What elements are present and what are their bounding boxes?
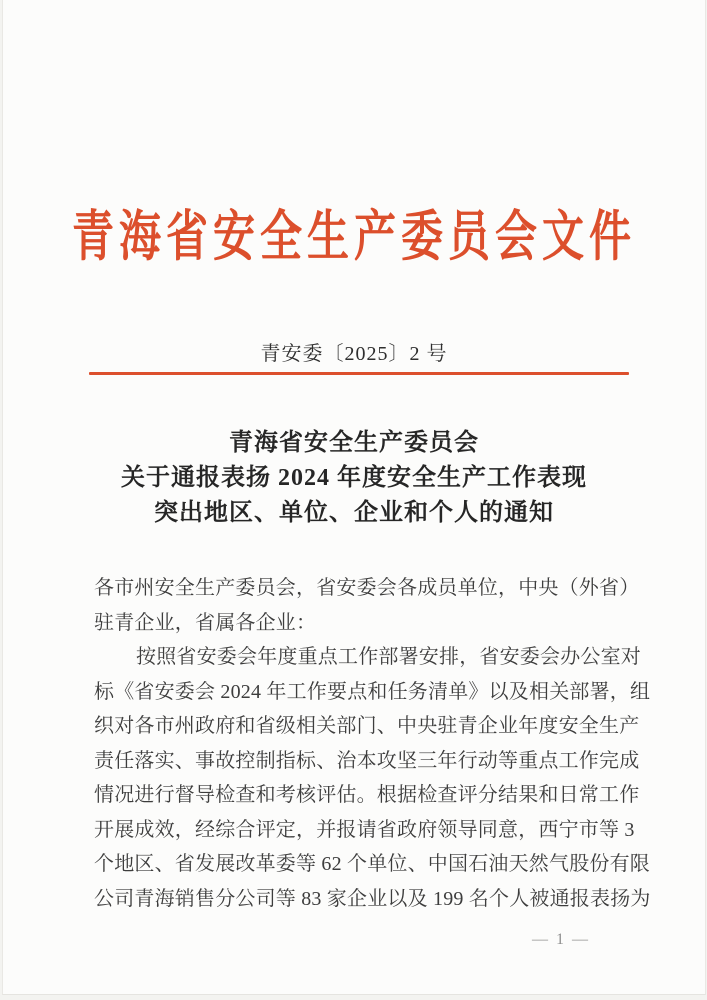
body-line: 个地区、省发展改革委等 62 个单位、中国石油天然气股份有限 <box>94 853 650 875</box>
body-line: 织对各市州政府和省级相关部门、中央驻青企业年度安全生产 <box>94 715 640 737</box>
body-line: 按照省安委会年度重点工作部署安排，省安委会办公室对 <box>136 646 641 668</box>
body-line: 开展成效，经综合评定，并报请省政府领导同意，西宁市等 3 <box>94 818 635 841</box>
letterhead-title: 青海省安全生产委员会文件 <box>71 208 636 269</box>
page-number: — 1 — <box>532 931 590 948</box>
body-line: 驻青企业，省属各企业： <box>94 611 317 634</box>
document-body <box>94 571 651 916</box>
body-line: 各市州安全生产委员会，省安委会各成员单位，中央（外省） <box>94 577 640 599</box>
document-page <box>2 0 706 995</box>
document-title <box>3 426 705 531</box>
body-line: 责任落实、事故控制指标、治本攻坚三年行动等重点工作完成 <box>94 749 640 772</box>
document-title-line-2: 关于通报表扬 2024 年度安全生产工作表现 <box>121 465 587 491</box>
red-divider-rule <box>89 372 629 375</box>
document-title-line-3: 突出地区、单位、企业和个人的通知 <box>154 500 554 526</box>
body-line: 情况进行督导检查和考核评估。根据检查评分结果和日常工作 <box>94 784 640 806</box>
document-number: 青安委〔2025〕2 号 <box>260 343 448 365</box>
body-line: 标《省安委会 2024 年工作要点和任务清单》以及相关部署，组 <box>94 680 651 703</box>
body-line: 公司青海销售分公司等 83 家企业以及 199 名个人被通报表扬为 <box>94 887 651 910</box>
document-title-line-1: 青海省安全生产委员会 <box>229 430 479 456</box>
